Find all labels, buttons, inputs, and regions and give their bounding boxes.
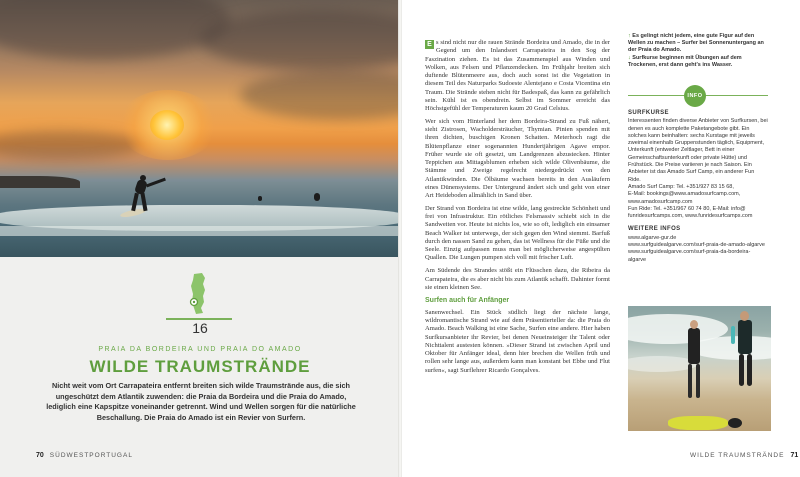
sunset-surfer-photo [0,0,400,257]
left-folio [36,452,133,459]
gutter [398,0,402,477]
weitere-infos-heading: WEITERE INFOS [628,226,681,233]
info-box [628,110,768,264]
link: www.algarve-gur.de [628,234,677,241]
paragraph: Wer sich vom Hinterland her dem Bordeira-Strand zu Fuß nähert, sieht Zistrosen, Wacholdersträucher, Thymian. Pinien spenden mit ihren dichten, buschigen Kronen Schatten. Meterhoch ragt die Blütenpflanze einer sogenannten Hundertjährigen Agave empor. Früher wurde sie oft gesetzt, um Landgrenzen abzustecken. Hinter Teppichen aus Mittagsblumen erheben sich wilde Olivenbäume, die Stämme und Zweige regelrecht niedergedrückt von den Atlantikwinden. Die Ölbäume wachsen bereits in den Ausläufern eines Dünensystems. Der Untergrund ändert sich und geht von einer Art Heideboden allmählich in Sand über. [425,117,610,200]
paragraph: Der Strand von Bordeira ist eine wilde, lang gestreckte Schönheit und frei von Infrastruktur. Ein rötliches Felsmassiv schiebt sich in die Sandweiten vor. Heute ist nichts los, wie so oft, lediglich ein einsamer Beach Walker ist unterwegs, der sich gegen den Wind stemmt. Barfuß durch den nassen Sand zu gehen, das ist Wellness für die Füße und die Seele. Einzig aufpassen muss man bei möglicherweise angespülten Quallen. Die Lungen pumpen sich voll mit frischer Luft. [425,204,610,262]
portugal-map-pin-icon [188,272,210,316]
link: www.surfguidealgarve.com/surf-praia-da-bordeira-algarve [628,249,751,263]
contact-line: www.amadosurfcamp.com [628,198,693,205]
tour-number: 16 [192,320,208,336]
link: www.surfguidealgarve.com/surf-praia-de-amado-algarve [628,242,765,249]
intro-text: Nicht weit vom Ort Carrapateira entfernt breiten sich wilde Traumstrände aus, die sich ungeschützt dem Atlantik zuwenden: die Praia da Bordeira und die Praia do Amado, lediglich eine Kapspitze voneinander getrennt. Wind und Wellen sorgen für die natürliche Beschallung. Die Praia do Amado ist ein Revier von Surfern. [46,381,356,422]
contact-line: funridesurfcamps.com, www.funridesurfcamps.com [628,213,753,220]
paragraph: E s sind nicht nur die rauen Strände Bordeira und Amado, die in der Gegend um den Inlandsort Carrapateira in den Sog der Faszination ziehen. Es ist das Zusammenspiel aus Winden und Wolken, aus Felsen und Pflanzendecken. Im Frühjahr breiten sich duftende Blütenmeere aus, doch auch sonst ist die Vegetation in diesem Teil des Naturparks Sudoeste Alentejano e Costa Vicentina ein Traum. Die Strände stehen nicht für Badespaß, das kann zu gefährlich sein. Kühl ist es obendrein. Selbst im Sommer erreicht das Höchstgefühl der Temperaturen kaum 20 Grad Celsius. [425,39,610,112]
paragraph: Am Südende des Strandes stößt ein Flüsschen dazu, die Ribeira da Carrapateira, die es aber nicht bis zum Atlantik schafft. Dahinter formt sie einen kleinen See. [425,267,610,291]
surfkurse-text: Interessenten finden diverse Anbieter von Surfkursen, bei denen es auch komplette Paketangebote gibt. Ein solches kann beinhalten: sechs Kurstage mit jeweils zweimal einenhalb Gruppenstunden täglich, Equipment, Unterkunft (entweder Zeltlager, Bett in einer Gemeinschaftsunterkunft oder private Hütte) und Frühstück. Die Preise variieren je nach Saison. Ein Anbieter ist das Amado Surf Camp, ein anderer Fun Ride. [628,118,768,183]
contact-line: Fun Ride: Tel. +351/967 60 74 80, E-Mail: info@ [628,205,746,212]
running-head: WILDE TRAUMSTRÄNDE [690,452,785,459]
paragraph: Sanenwechsel. Ein Stück südlich liegt der nächste lange, wildromantische Strand wie auf dem Präsentierteller da: die Praia do Amado. Beach Walking ist eine Sache, Surfen eine andere. Hier haben Surfkursanbieter ihr Revier, bei denen Neueinsteiger ihr Talent oder Nichttalent austesten können. »Dieser Strand ist zwischen April und Oktober für Anfänger ideal, denn hier brechen die Wellen früh und rollen sehr lange aus, außerdem kann man konstant bei Ebbe und Flut surfen«, sagt Surflehrer Ricardo Gonçalves. [425,308,610,374]
page-title: WILDE TRAUMSTRÄNDE [89,357,311,376]
running-head: SÜDWESTPORTUGAL [49,452,133,459]
body-column [425,39,610,379]
page-number: 70 [36,452,44,459]
page-number: 71 [790,452,799,459]
caption-bottom: ↓ Surfkurse beginnen mit Übungen auf dem Trockenen, erst dann geht's ins Wasser. [628,54,742,68]
right-folio [690,452,798,459]
kicker: PRAIA DA BORDEIRA UND PRAIA DO AMADO [98,346,302,353]
arrow-down-icon: ↓ [628,54,631,61]
caption-top: ↑ Es gelingt nicht jedem, eine gute Figur auf den Wellen zu machen – Surfer bei Sonnenuntergang an der Praia do Amado. [628,33,764,54]
info-badge: INFO [684,85,706,107]
arrow-left-icon: ↑ [628,33,631,39]
contact-line: Amado Surf Camp: Tel. +351/927 83 15 68, [628,183,734,190]
contact-line: E-Mail: bookings@www.amadosurfcamp.com, [628,191,741,198]
surfkurse-heading: SURFKURSE [628,110,669,116]
dropcap: E [425,40,434,49]
surf-lesson-photo [628,306,771,431]
photo-captions [628,33,768,69]
subheading: Surfen auch für Anfänger [425,296,510,304]
sun [150,110,184,140]
